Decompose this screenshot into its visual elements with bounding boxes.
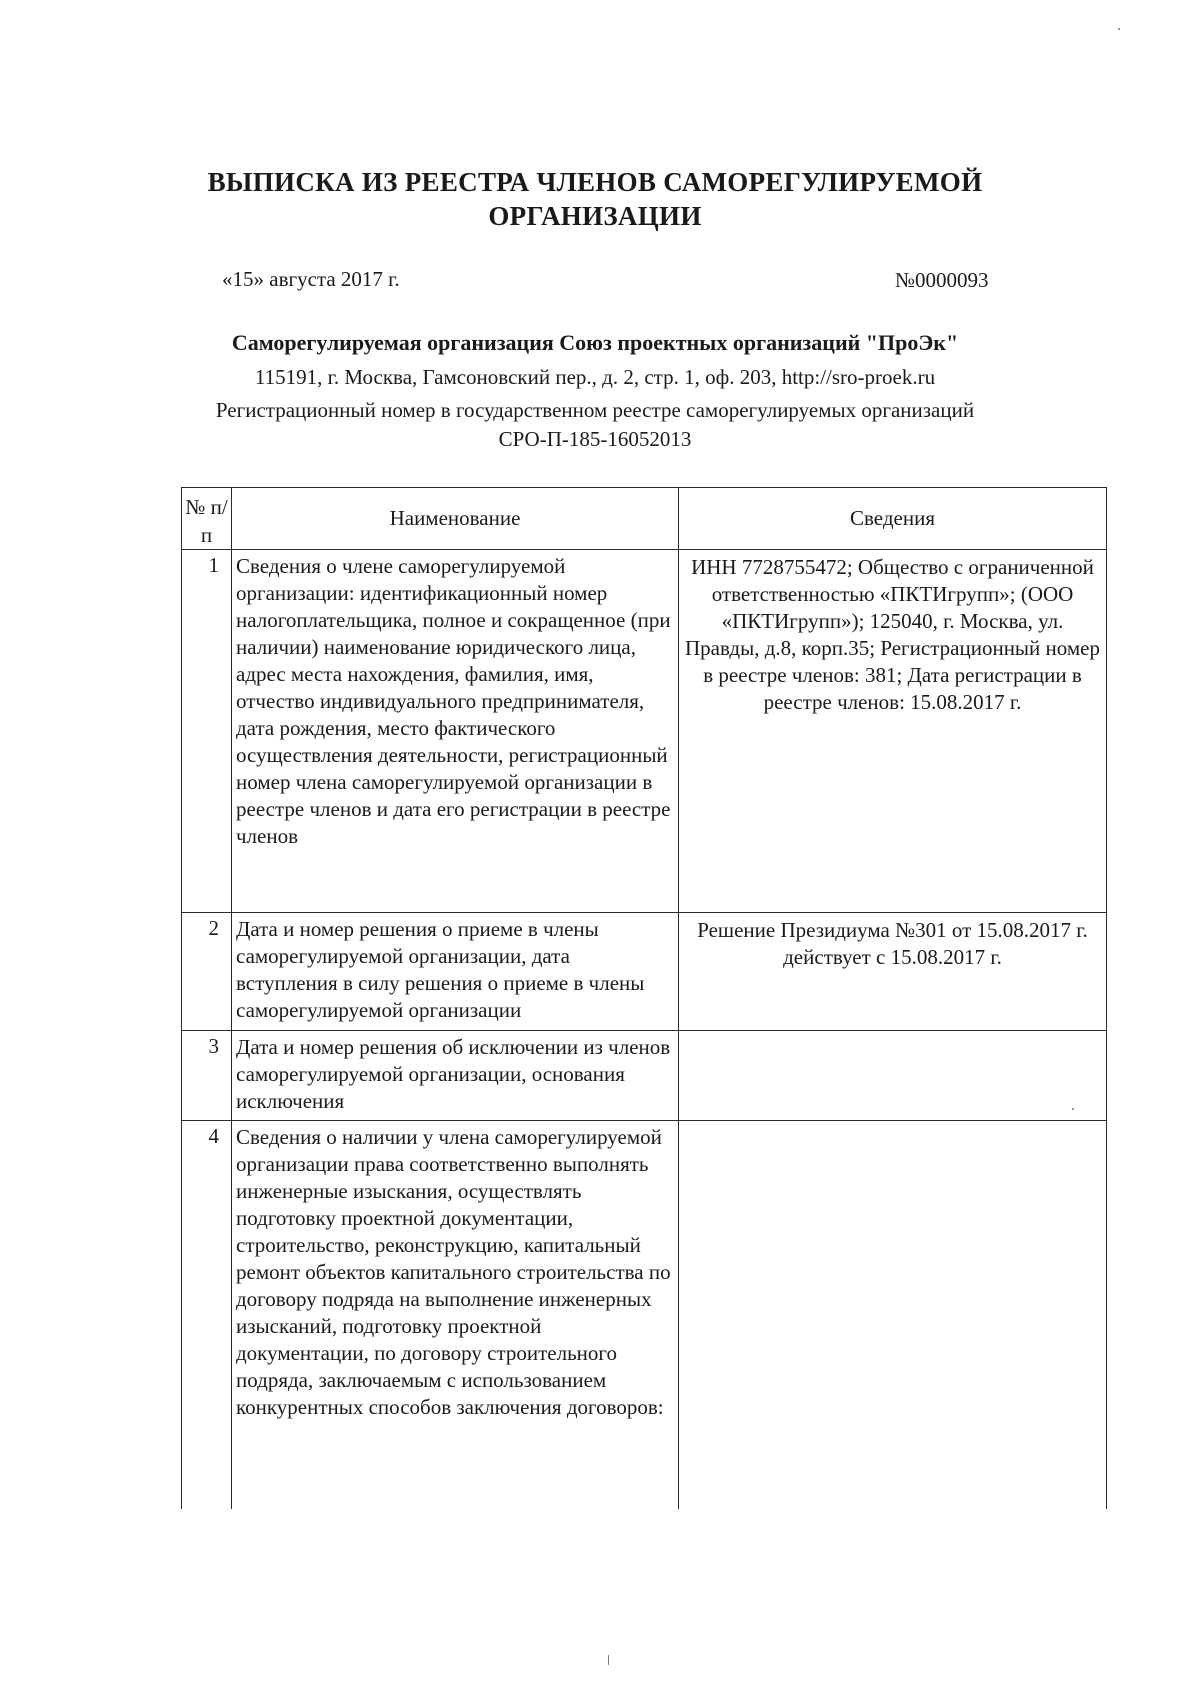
row-name: Дата и номер решения об исключении из членов саморегулируемой организации, основания исключения [232,1031,679,1121]
row-info [679,1031,1107,1121]
header-num: № п/п [182,488,232,550]
row-name: Сведения о члене саморегулируемой организации: идентификационный номер налогоплательщика, полное и сокращенное (при наличии) наименование юридического лица, адрес места нахождения, фамилия, имя, отчество индивидуального предпринимателя, дата рождения, место фактического осуществления деятельности, регистрационный номер члена саморегулируемой организации в реестре членов и дата его регистрации в реестре членов [232,550,679,913]
table-header-row [182,488,1107,550]
row-info: ИНН 7728755472; Общество с ограниченной ответственностью «ПКТИгрупп»; (ООО «ПКТИгрупп»); 125040, г. Москва, ул. Правды, д.8, корп.35; Регистрационный номер в реестре членов: 381; Дата регистрации в реестре членов: 15.08.2017 г. [679,550,1107,913]
row-name: Дата и номер решения о приеме в члены саморегулируемой организации, дата вступления в силу решения о приеме в члены саморегулируемой организации [232,913,679,1031]
table-row [182,1121,1107,1509]
organization-reg-number: СРО-П-185-16052013 [498,427,692,451]
scan-speck [1118,28,1120,30]
row-name: Сведения о наличии у члена саморегулируемой организации права соответственно выполнять инженерные изыскания, осуществлять подготовку проектной документации, строительство, реконструкцию, капитальный ремонт объектов капитального строительства по договору подряда на выполнение инженерных изысканий, подготовку проектной документации, по договору строительного подряда, заключаемым с использованием конкурентных способов заключения договоров: [232,1121,679,1509]
table-row [182,1031,1107,1121]
row-info [679,1121,1107,1509]
row-info: Решение Президиума №301 от 15.08.2017 г. действует с 15.08.2017 г. [679,913,1107,1031]
row-num: 2 [182,913,232,1031]
row-num: 3 [182,1031,232,1121]
organization-reg-label: Регистрационный номер в государственном реестре саморегулируемых организаций [215,398,975,422]
scan-speck [1072,1108,1074,1110]
document-date: «15» августа 2017 г. [222,267,400,291]
document-number: №0000093 [895,268,989,292]
document-title-line1: ВЫПИСКА ИЗ РЕЕСТРА ЧЛЕНОВ САМОРЕГУЛИРУЕМОЙ [207,167,983,197]
document-title [0,165,1190,233]
row-num: 1 [182,550,232,913]
header-info: Сведения [679,488,1107,550]
row-num: 4 [182,1121,232,1509]
table-row [182,913,1107,1031]
registry-table [181,487,1107,1509]
organization-name: Саморегулируемая организация Союз проектных организаций "ПроЭк" [231,330,959,355]
header-name: Наименование [232,488,679,550]
table-row [182,550,1107,913]
scan-speck [608,1655,609,1665]
document-title-line2: ОРГАНИЗАЦИИ [488,201,702,231]
organization-address: 115191, г. Москва, Гамсоновский пер., д. 2, стр. 1, оф. 203, http://sro-proek.ru [254,365,936,389]
